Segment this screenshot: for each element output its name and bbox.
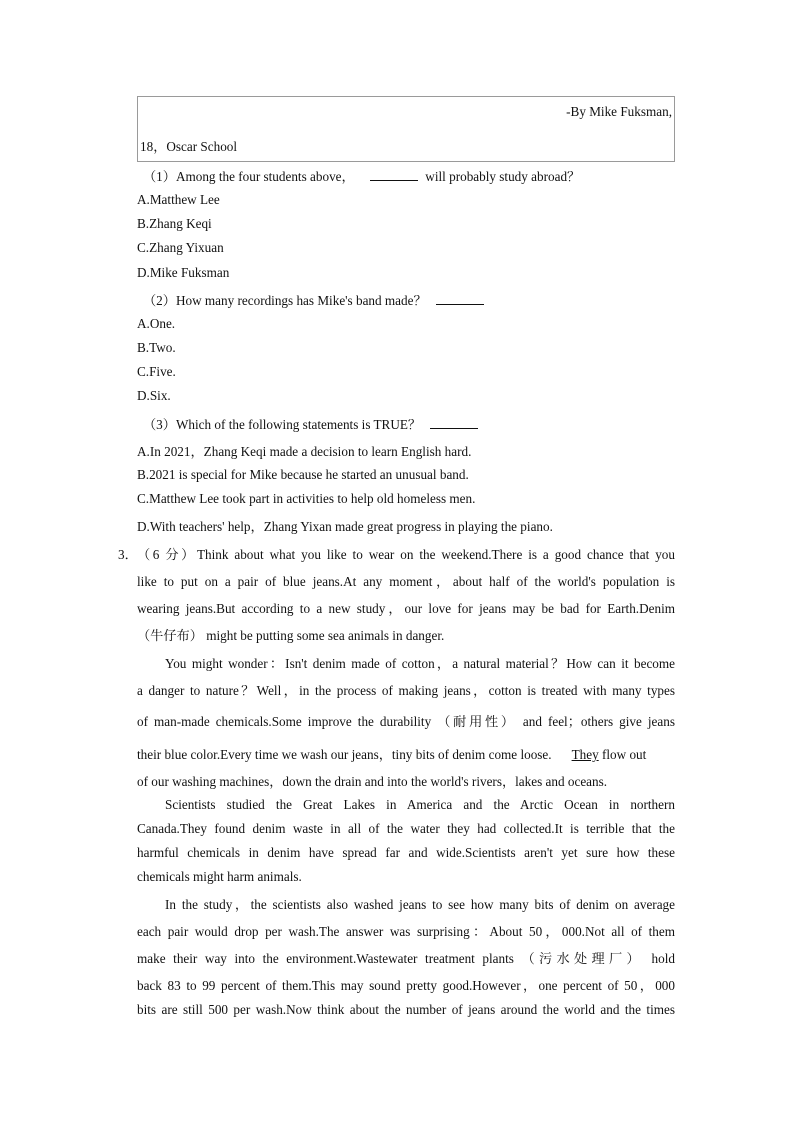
q3-option-a: A.In 2021，Zhang Keqi made a decision to learn English hard. xyxy=(137,444,472,459)
paragraph-line: harmful chemicals in denim have spread far and wide.Scientists aren't yet sure how these xyxy=(137,845,675,860)
question-2-stem: （2）How many recordings has Mike's band made？ xyxy=(143,293,427,308)
paragraph-line: Scientists studied the Great Lakes in America and the Arctic Ocean in northern xyxy=(165,797,675,812)
paragraph-line: back 83 to 99 percent of them.This may sound pretty good.However，one percent of 50，000 xyxy=(137,978,675,993)
paragraph-line: each pair would drop per wash.The answer was surprising：About 50，000.Not all of them xyxy=(137,924,675,939)
paragraph-line: （牛仔布） might be putting some sea animals in danger. xyxy=(137,628,445,643)
q2-option-d: D.Six. xyxy=(137,388,171,403)
question-1-stem-post: will probably study abroad？ xyxy=(425,169,581,184)
question-2 xyxy=(143,290,484,309)
question-1-stem-pre: （1）Among the four students above， xyxy=(143,169,355,184)
underlined-word: They xyxy=(571,747,599,762)
signature-box xyxy=(137,96,675,162)
paragraph-line: Canada.They found denim waste in all of the water they had collected.It is terrible that the xyxy=(137,821,675,836)
question-number: 3． xyxy=(118,547,138,562)
q1-option-d: D.Mike Fuksman xyxy=(137,265,230,280)
paragraph-2 xyxy=(137,653,675,790)
line-text: their blue color.Every time we wash our jeans，tiny bits of denim come loose. xyxy=(137,747,552,762)
question-3-stem: （3）Which of the following statements is TRUE？ xyxy=(143,417,422,432)
answer-blank xyxy=(370,168,418,181)
answer-blank xyxy=(430,416,478,429)
q2-option-b: B.Two. xyxy=(137,340,176,355)
paragraph-line: You might wonder：Isn't denim made of cotton，a natural material？How can it become xyxy=(165,656,675,671)
byline: -By Mike Fuksman, xyxy=(566,104,672,119)
paragraph-4 xyxy=(137,894,675,1018)
line-text: flow out xyxy=(601,747,647,762)
q1-option-c: C.Zhang Yixuan xyxy=(137,240,224,255)
paragraph-line: In the study，the scientists also washed jeans to see how many bits of denim on average xyxy=(165,897,675,912)
paragraph-line: of our washing machines，down the drain and into the world's rivers，lakes and oceans. xyxy=(137,774,608,789)
q3-option-b: B.2021 is special for Mike because he started an unusual band. xyxy=(137,467,469,482)
paragraph-line: （6 分）Think about what you like to wear on the weekend.There is a good chance that you xyxy=(137,547,675,562)
paragraph-line: like to put on a pair of blue jeans.At any moment，about half of the world's population is xyxy=(137,574,675,589)
paragraph-line: chemicals might harm animals. xyxy=(137,869,302,884)
paragraph-line: of man-made chemicals.Some improve the durability （耐用性） and feel；others give jeans xyxy=(137,714,675,729)
q1-option-b: B.Zhang Keqi xyxy=(137,216,212,231)
q2-option-c: C.Five. xyxy=(137,364,176,379)
paragraph-line: a danger to nature？Well，in the process of making jeans，cotton is treated with many types xyxy=(137,683,675,698)
question-3 xyxy=(143,414,478,433)
q1-option-a: A.Matthew Lee xyxy=(137,192,220,207)
paragraph-line: bits are still 500 per wash.Now think about the number of jeans around the world and the times xyxy=(137,1002,675,1017)
q3-option-d: D.With teachers' help，Zhang Yixan made great progress in playing the piano. xyxy=(137,519,553,534)
answer-blank xyxy=(436,292,484,305)
q2-option-a: A.One. xyxy=(137,316,176,331)
paragraph-line xyxy=(137,744,675,771)
question-1 xyxy=(143,166,580,185)
school-line: 18，Oscar School xyxy=(140,139,238,154)
paragraph-3 xyxy=(137,797,675,885)
paragraph-1 xyxy=(137,544,675,644)
paragraph-line: make their way into the environment.Wastewater treatment plants （污水处理厂） hold xyxy=(137,951,675,966)
paragraph-line: wearing jeans.But according to a new study，our love for jeans may be bad for Earth.Denim xyxy=(137,601,675,616)
q3-option-c: C.Matthew Lee took part in activities to help old homeless men. xyxy=(137,491,476,506)
